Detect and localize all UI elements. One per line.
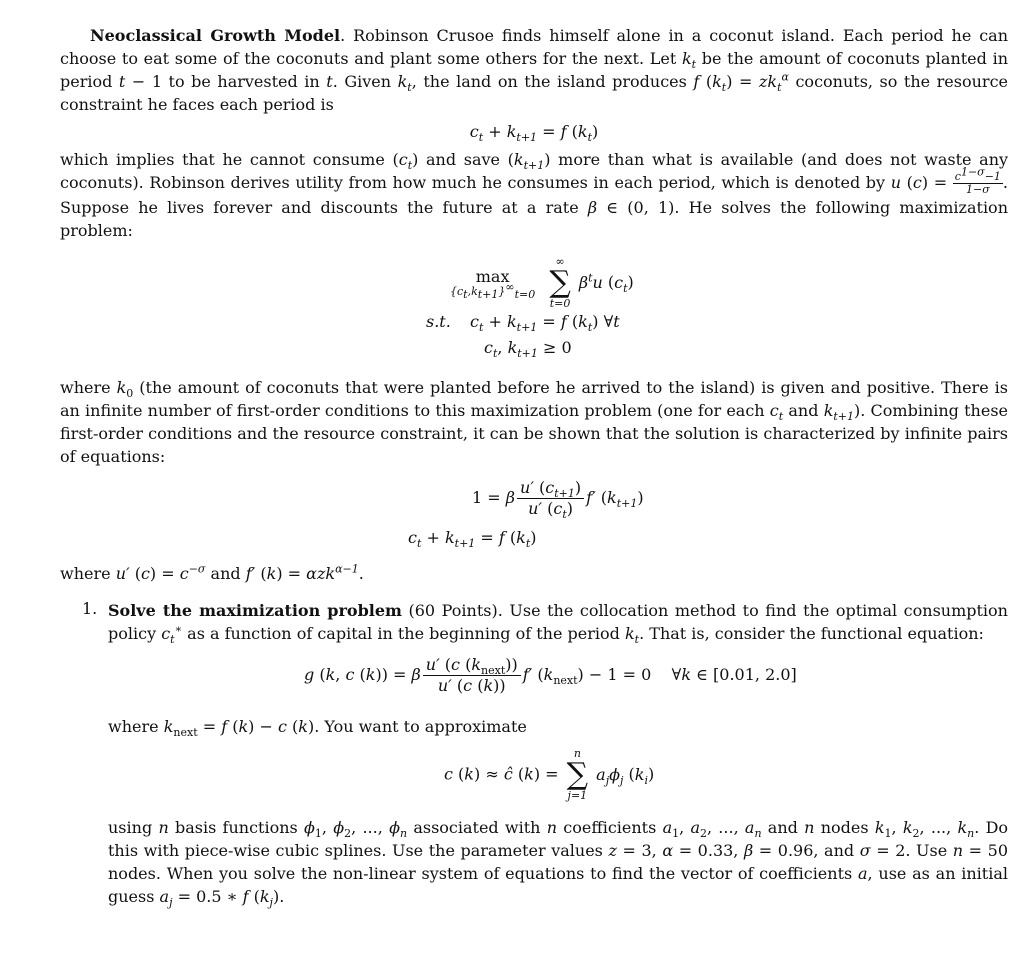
document-page: [60, 24, 1008, 908]
intro-paragraph: Neoclassical Growth Model. Robinson Crusoe finds himself alone in a coconut island. Each period he can choose to eat some of the coconuts and plant some others for the next. Let $k_t$ be the amount of coconuts planted in period t − 1 to be harvested in t. Given $k_t$, the land on the island produces f $(k_t) = zk_t^\alpha$ coconuts, so the resource constraint he faces each period is: [60, 26, 1008, 114]
foc-paragraph: where $k_0$ (the amount of coconuts that were planted before he arrived to the island) is given and positive. There is an infinite number of first-order conditions to this maximization problem (one for each $c_t$ and $k_{t+1}$). Combining these first-order conditions and the resource constraint, it can be shown that the solution is characterized by infinite pairs of equations:: [60, 378, 1009, 466]
utility-paragraph: which implies that he cannot consume $(c_t)$ and save $(k_{t+1})$ more than what is available (and does not waste any coconuts). Robinson derives utility from how much he consumes in each period, which is denoted by u (c) = $\frac{c^{1-\sigma}-1}{1-\sigma}$ . Suppose he lives forever and discounts the future at a rate β ∈ (0, 1). He solves the following maximization problem:: [60, 150, 1009, 240]
section-title: Neoclassical Growth Model: [90, 26, 341, 45]
euler-equations: 1 = β $\frac{u' (c_{t+1})}{u' (c_t)}$ f′ $(k_{t+1})$ $c_t + k_{t+1} = f$ $(k_t)$: [408, 478, 644, 551]
question-item-1: 1. Solve the maximization problem (60 Points). Use the collocation method to find the optimal consumption policy $c_t^∗$ as a function of capital in the beginning of the period $k_t$. That is, consider the functional equation: g (k, c (k)) = β $\frac{u' (c (k_{next}))}{u' (c (k))}$ f′ $(k_{next}) - 1 = 0$ ∀k ∈ [0.01, 2.0] where $k_{next} = f$ (k) − c (k). You want to approximate c (k) ≈ ĉ (k) = n ∑ j=1 $a_j\phi_j$ $(k_i)$ using n basis functions $\phi_1$, $\phi_2$, ..., $\phi_n$ associated with n coefficients $a_1$, $a_2$, ..., $a_n$ and n nodes $k_1$, $k_2$, ..., $k_n$. Do this with piece-wise cubic splines. Use the parameter values z = 3, α = 0.33, β = 0.96, and σ = 2. Use n = 50 nodes. When you solve the non-linear system of equations to find the vector of coefficients a, use as an initial guess $a_j = 0.5$ ∗ f $(k_j)$.: [82, 599, 1009, 910]
functional-equation: g (k, c (k)) = β $\frac{u' (c (k_{next}))}{u' (c (k))}$ f′ $(k_{next}) - 1 = 0$ ∀k ∈ [0.01, 2.0]: [304, 655, 797, 695]
derivatives-paragraph: where u′ $(c) = c^{-\sigma}$ and f′ (k) = αzk$^{\alpha-1}$.: [60, 562, 364, 583]
question-title: Solve the maximization problem: [108, 601, 402, 620]
approximation-equation: c (k) ≈ ĉ (k) = n ∑ j=1 $a_j\phi_j$ $(k_i)$: [444, 747, 655, 802]
resource-constraint-equation: $c_t + k_{t+1} = f$ $(k_t)$: [469, 122, 599, 145]
maximization-problem: max $\{c_t,k_{t+1}\}^\infty_{t=0}$ ∞ ∑ t=0 $\beta^tu$ $(c_t)$ s.t. $c_t + k_{t+1} = f$ $(k_t)$ ∀t $c_t$, $k_{t+1} \ge 0$: [426, 255, 634, 361]
